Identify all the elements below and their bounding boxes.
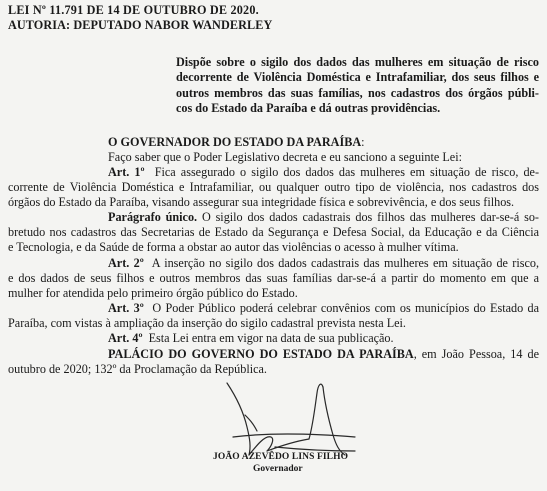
paragrafo-line: Parágrafo único. O sigilo dos dados cadastrais dos filhos das mulheres dar-se-á so- — [108, 210, 539, 224]
art1-line: corrente de Violência Doméstica e Intrafamiliar, ou qualquer outro tipo de violência, nos cadastros dos — [8, 180, 539, 194]
intro-text: Faço saber que o Poder Legislativo decreta e eu sanciono a seguinte Lei: — [108, 150, 462, 164]
law-title: LEI Nº 11.791 DE 14 DE OUTUBRO DE 2020. — [8, 3, 259, 17]
art1-label: Art. 1º — [108, 165, 145, 179]
art4-label: Art. 4º — [108, 331, 143, 345]
summary-line: Dispõe sobre o sigilo dos dados das mulheres em situação de risco — [176, 55, 539, 69]
governor-heading: O GOVERNADOR DO ESTADO DA PARAÍBA: — [108, 135, 365, 149]
art4-line: Art. 4º Esta Lei entra em vigor na data de sua publicação. — [108, 331, 394, 345]
summary-line: outros membros das suas famílias, nos cadastros dos órgãos públi- — [176, 86, 539, 100]
paragrafo-line: e Tecnologia, e da Saúde de forma a obstar ao autor das violências o acesso à mulher vítima. — [8, 240, 459, 254]
paragrafo-line: bretudo nos cadastros das Secretarias de Estado da Segurança e Defesa Social, da Educação e da Ciência — [8, 225, 539, 239]
paragrafo-label: Parágrafo único. — [108, 210, 198, 224]
art2-line: e dos dados de seus filhos e outros membros das suas famílias dar-se-á a partir do momento em que a — [8, 271, 539, 285]
art1-line: órgãos do Estado da Paraíba, visando assegurar sua integridade física e sobrevivência, e dos seus filhos. — [8, 195, 515, 209]
art3-line: Paraíba, com vistas à ampliação da inserção do sigilo cadastral prevista nesta Lei. — [8, 316, 406, 330]
art3-label: Art. 3º — [108, 301, 144, 315]
art2-line: Art. 2º A inserção no sigilo dos dados cadastrais das mulheres em situação de risco, — [108, 256, 540, 270]
art2-label: Art. 2º — [108, 256, 144, 270]
art2-line: mulher for atendida pelo primeiro órgão público do Estado. — [8, 286, 298, 300]
palace-line: PALÁCIO DO GOVERNO DO ESTADO DA PARAÍBA, em João Pessoa, 14 de — [108, 347, 539, 361]
summary-line: decorrente de Violência Doméstica e Intrafamiliar, dos seus filhos e — [176, 70, 539, 84]
law-authorship: AUTORIA: DEPUTADO NABOR WANDERLEY — [8, 18, 273, 32]
summary-line: cos do Estado da Paraíba e dá outras providências. — [176, 101, 441, 115]
art3-line: Art. 3º O Poder Público poderá celebrar convênios com os municípios do Estado da — [108, 301, 539, 315]
signer-name: JOÃO AZEVÊDO LINS FILHO — [213, 452, 349, 462]
palace-name: PALÁCIO DO GOVERNO DO ESTADO DA PARAÍBA — [108, 347, 414, 361]
date-line: outubro de 2020; 132º da Proclamação da República. — [8, 362, 267, 376]
handwritten-signature — [205, 375, 375, 460]
art1-line: Art. 1º Fica assegurado o sigilo dos dados das mulheres em situação de risco, de- — [108, 165, 540, 179]
signer-role: Governador — [253, 464, 303, 474]
